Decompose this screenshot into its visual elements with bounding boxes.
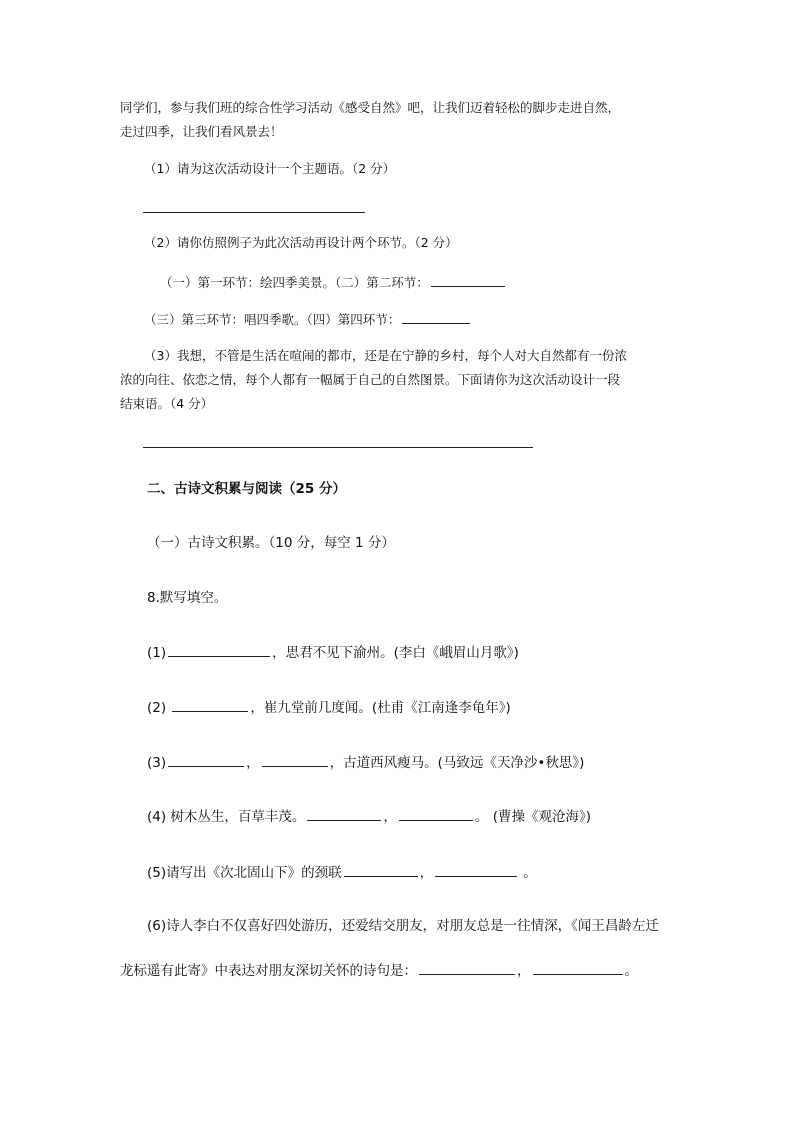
q8-item-6-comma: ，: [517, 963, 531, 979]
intro-line-2: 走过四季，让我们看风景去！: [120, 124, 283, 139]
q8-item-6-line-2: [120, 962, 638, 979]
answer-blank-4a[interactable]: [307, 808, 381, 821]
q8-item-1-text: ，思君不见下渝州。(李白《峨眉山月歌》): [272, 645, 519, 661]
question-3-line-1: （3）我想，不管是生活在喧闹的都市，还是在宁静的乡村，每个人对大自然都有一份浓: [144, 348, 627, 363]
q8-item-1-number: (1): [147, 645, 167, 661]
q8-item-1: [147, 644, 519, 661]
question-2-row-2-text: （三）第三环节：唱四季歌。（四）第四环节：: [144, 312, 401, 327]
section-2-title: 二、古诗文积累与阅读（25 分）: [147, 481, 346, 497]
answer-blank-3b[interactable]: [262, 754, 328, 767]
answer-blank-3a[interactable]: [168, 754, 244, 767]
q8-item-3-comma: ，: [246, 755, 260, 771]
answer-blank-1[interactable]: [168, 644, 270, 657]
q8-item-6-line-1: (6)诗人李白不仅喜好四处游历，还爱结交朋友，对朋友总是一往情深，《闻王昌龄左迁: [147, 918, 659, 934]
q8-item-3: [147, 754, 584, 771]
q8-item-4-text: (4) 树木丛生，百草丰茂。: [147, 809, 306, 825]
question-3-line-3: 结束语。（4 分）: [120, 396, 214, 411]
answer-blank-5a[interactable]: [344, 864, 418, 877]
question-8-title: 8.默写填空。: [147, 590, 228, 606]
answer-blank-step-2[interactable]: [431, 274, 505, 287]
intro-line-1: 同学们，参与我们班的综合性学习活动《感受自然》吧，让我们迈着轻松的脚步走进自然，: [120, 100, 621, 115]
q8-item-6-end: 。: [624, 963, 638, 979]
answer-blank-5b[interactable]: [435, 864, 517, 877]
q8-item-6-text: 龙标遥有此寄》中表达对朋友深切关怀的诗句是：: [120, 963, 417, 979]
answer-blank-6b[interactable]: [533, 962, 623, 975]
q8-item-5-end: 。: [519, 865, 537, 881]
q8-item-2-text: ，崔九堂前几度闻。(杜甫《江南逢李龟年》): [250, 700, 511, 716]
q8-item-5: [147, 864, 537, 881]
q8-item-4-comma: ，: [383, 809, 397, 825]
question-2-row-1-text: （一）第一环节：绘四季美景。（二）第二环节：: [160, 275, 429, 290]
q8-item-5-comma: ，: [419, 865, 434, 881]
q8-item-4: [147, 808, 591, 825]
answer-line-q3[interactable]: [143, 447, 533, 448]
answer-line-q1[interactable]: [143, 212, 365, 213]
q8-item-4-source: 。 (曹操《观沧海》): [474, 809, 591, 825]
answer-blank-2[interactable]: [172, 699, 248, 712]
answer-blank-step-4[interactable]: [402, 311, 470, 324]
question-2-row-2: [144, 311, 472, 328]
question-2-row-1: [160, 274, 507, 291]
q8-item-3-number: (3): [147, 755, 167, 771]
q8-item-2-number: (2): [147, 700, 171, 716]
q8-item-2: [147, 699, 511, 716]
answer-blank-4b[interactable]: [399, 808, 473, 821]
q8-item-5-text: (5)请写出《次北固山下》的颈联: [147, 865, 342, 881]
question-3-line-2: 浓的向往、依恋之情，每个人都有一幅属于自己的自然图景。下面请你为这次活动设计一段: [120, 372, 621, 387]
answer-blank-6a[interactable]: [419, 962, 515, 975]
question-2: （2）请你仿照例子为此次活动再设计两个环节。（2 分）: [144, 235, 458, 250]
question-1: （1）请为这次活动设计一个主题语。（2 分）: [144, 161, 396, 176]
q8-item-3-text: ，古道西风瘦马。(马致远《天净沙•秋思》): [329, 755, 585, 771]
part-1-title: （一）古诗文积累。（10 分，每空 1 分）: [147, 535, 395, 551]
